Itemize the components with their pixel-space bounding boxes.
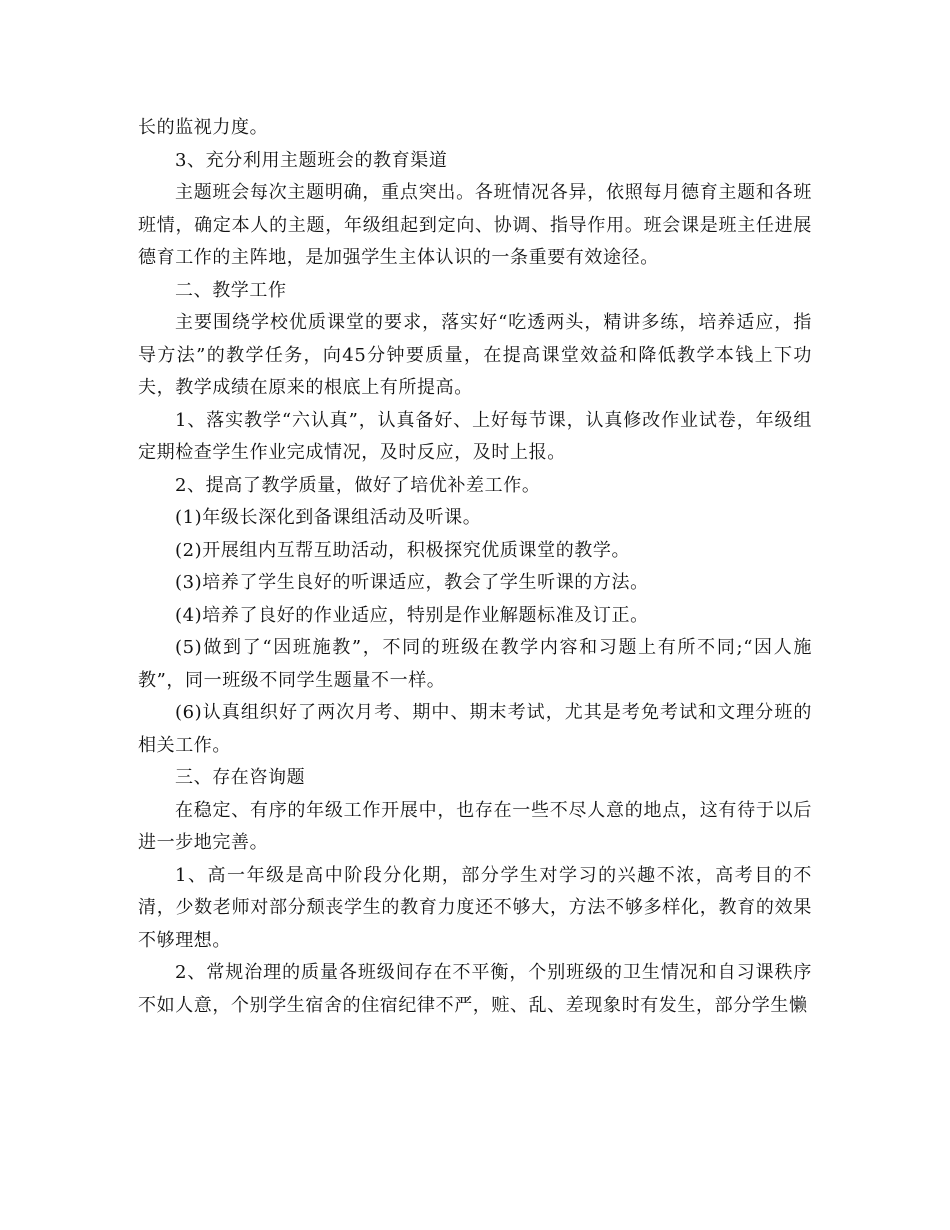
- paragraph: 主题班会每次主题明确，重点突出。各班情况各异，依照每月德育主题和各班班情，确定本人的主题，年级组起到定向、协调、指导作用。班会课是班主任进展德育工作的主阵地，是加强学生主体认识的一条重要有效途径。: [138, 182, 812, 268]
- list-item: (5)做到了“因班施教”，不同的班级在教学内容和习题上有所不同;“因人施教”，同一班级不同学生题量不一样。: [138, 637, 812, 691]
- paragraph: 2、提高了教学质量，做好了培优补差工作。: [175, 474, 541, 496]
- section-heading: 3、充分利用主题班会的教育渠道: [175, 149, 448, 171]
- document-body: [138, 112, 812, 1022]
- section-heading: 二、教学工作: [175, 279, 287, 301]
- paragraph: 1、高一年级是高中阶段分化期，部分学生对学习的兴趣不浓，高考目的不清，少数老师对部分颓丧学生的教育力度还不够大，方法不够多样化，教育的效果不够理想。: [138, 864, 812, 951]
- paragraph: 2、常规治理的质量各班级间存在不平衡，个别班级的卫生情况和自习课秩序不如人意，个别学生宿舍的住宿纪律不严，赃、乱、差现象时有发生，部分学生懒: [138, 962, 812, 1016]
- list-item: (1)年级长深化到备课组活动及听课。: [175, 507, 482, 528]
- list-item: (3)培养了学生良好的听课适应，教会了学生听课的方法。: [175, 572, 649, 593]
- section-heading: 三、存在咨询题: [175, 767, 306, 788]
- paragraph: 长的监视力度。: [138, 117, 269, 138]
- list-item: (2)开展组内互帮互助活动，积极探究优质课堂的教学。: [175, 539, 631, 561]
- list-item: (4)培养了良好的作业适应，特别是作业解题标准及订正。: [175, 604, 649, 626]
- list-item: (6)认真组织好了两次月考、期中、期末考试，尤其是考免考试和文理分班的相关工作。: [138, 702, 812, 756]
- paragraph: 主要围绕学校优质课堂的要求，落实好“吃透两头，精讲多练，培养适应，指导方法”的教学任务，向45分钟要质量，在提高课堂效益和降低教学本钱上下功夫，教学成绩在原来的根底上有所提高。: [138, 312, 812, 398]
- paragraph: 1、落实教学“六认真”，认真备好、上好每节课，认真修改作业试卷，年级组定期检查学生作业完成情况，及时反应，及时上报。: [138, 409, 812, 463]
- paragraph: 在稳定、有序的年级工作开展中，也存在一些不尽人意的地点，这有待于以后进一步地完善。: [138, 799, 812, 853]
